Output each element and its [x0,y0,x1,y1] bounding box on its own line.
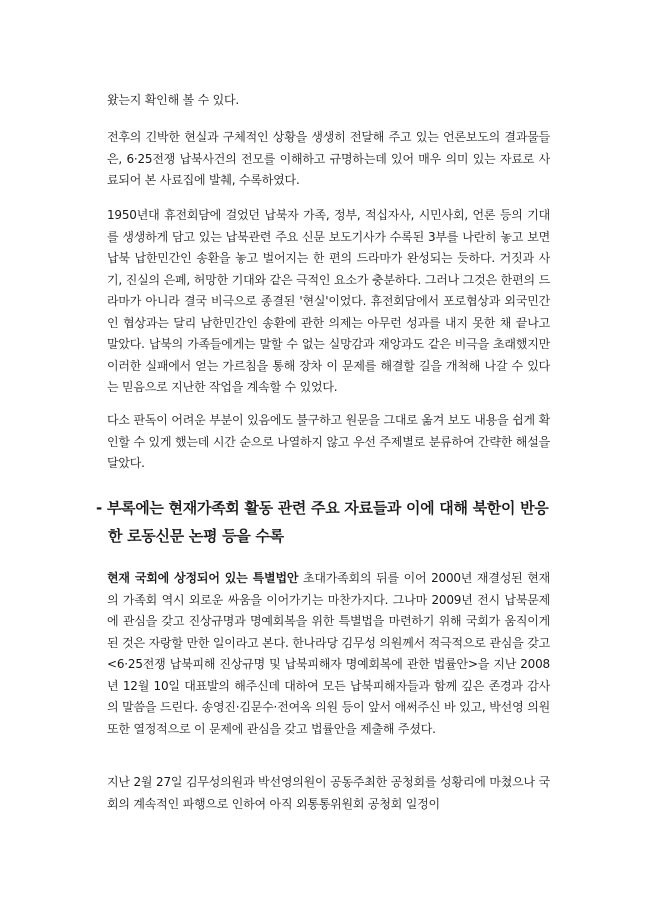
bold-lead-phrase: 현재 국회에 상정되어 있는 특별법안 [107,571,299,585]
paragraph-text: 1950년대 휴전회담에 걸었던 납북자 가족, 정부, 적십자사, 시민사회, 언론 등의 기대를 생생하게 담고 있는 납북관련 주요 신문 보도기사가 수록된 3부를 나란히 놓고 보면 납북 납한민간인 송환을 놓고 벌어지는 한 편의 드라마가 완성되는 듯하다. 거짓과 사기, 진실의 은폐, 허망한 기대와 같은 극적인 요소가 충분하다. 그러나 그것은 한편의 드라마가 아니라 결국 비극으로 종결된 '현실'이었다. 휴전회담에서 포로협상과 외국민간인 협상과는 달리 남한민간인 송환에 관한 의제는 아무런 성과를 내지 못한 채 끝나고 말았다. 납북의 가족들에게는 말할 수 없는 실망감과 재앙과도 같은 비극을 초래했지만 이러한 실패에서 얻는 가르침을 통해 장차 이 문제를 해결할 길을 개척해 나갈 수 있다는 믿음으로 지난한 작업을 계속할 수 있었다. [107,208,550,394]
paragraph-editing-note [107,410,550,475]
paragraph-public-hearing [107,772,550,815]
paragraph-text: 왔는지 확인해 볼 수 있다. [107,93,239,107]
paragraph-special-bill [107,568,550,740]
paragraph-text: 다소 판독이 어려운 부분이 있음에도 불구하고 원문을 그대로 옮겨 보도 내용을 쉽게 확인할 수 있게 했는데 시간 순으로 나열하지 않고 우선 주제별로 분류하여 간략한 해설을 달았다. [107,413,550,470]
paragraph-text [107,568,550,740]
paragraph-continuation [107,90,550,112]
paragraph-body: 초대가족회의 뒤를 이어 2000년 재결성된 현재의 가족회 역시 외로운 싸움을 이어가기는 마찬가지다. 그나마 2009년 전시 납북문제에 관심을 갖고 진상규명과 명예회복을 위한 특별법을 마련하기 위해 국회가 움직이게 된 것은 자랑할 만한 일이라고 본다. 한나라당 김무성 의원께서 적극적으로 관심을 갖고<6·25전쟁 납북피해 진상규명 및 납북피해자 명예회복에 관한 법률안>을 지난 2008년 12월 10일 대표발의 해주신데 대하여 모든 납북피해자들과 함께 깊은 존경과 감사의 말씀을 드린다. 송영진·김문수·전여옥 의원 등이 앞서 애써주신 바 있고, 박선영 의원 또한 열정적으로 이 문제에 관심을 갖고 법률안을 제출해 주셨다. [107,571,551,736]
paragraph-armistice-drama [107,205,550,399]
paragraph-text: 지난 2월 27일 김무성의원과 박선영의원이 공동주최한 공청회를 성황리에 마쳤으나 국회의 계속적인 파행으로 인하여 아직 외통통위원회 공청회 일정이 [107,775,550,811]
section-heading-appendix: - 부록에는 현재가족회 활동 관련 주요 자료들과 이에 대해 북한이 반응한 로동신문 논평 등을 수록 [96,499,549,545]
paragraph-text: 전후의 긴박한 현실과 구체적인 상황을 생생히 전달해 주고 있는 언론보도의 결과물들은, 6·25전쟁 납북사건의 전모를 이해하고 규명하는데 있어 매우 의미 있는 자료로 사료되어 본 사료집에 발췌, 수록하였다. [107,130,550,187]
paragraph-news-reports [107,127,550,192]
